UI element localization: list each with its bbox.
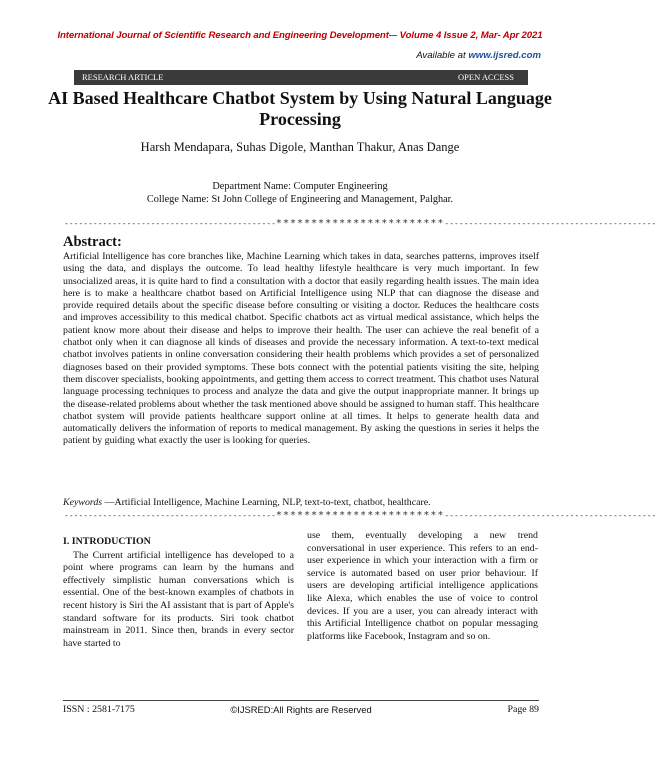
abstract-heading: Abstract: — [63, 234, 122, 250]
introduction-paragraph-left: The Current artificial intelligence has developed to a point where programs can learn by the humans and effectively simplistic human conversations which is essential. One of the best-known examples of chatbots in recent history is Siri the AI assistant that is part of Apple's standard software for its products. Siri took chatbot mainstream in 2011. Since then, brands in every sector have started to — [63, 549, 294, 649]
separator-dashes-left: -------------------------------------------- — [64, 219, 276, 228]
introduction-paragraph-right: use them, eventually developing a new trend conversational in user experience. This refers to an end-user experience in which your interaction with a firm or service is automated based on user prior behaviour. If users are developing artificial intelligence applications like Alexa, which enables the use of voice to control devices. If you are a user, you can already interact with this Artificial Intelligence chatbot on popular messaging platforms like Facebook, Instagram and so on. — [307, 530, 538, 642]
keywords-text: —Artificial Intelligence, Machine Learning, NLP, text-to-text, chatbot, healthcare. — [104, 497, 431, 508]
introduction-heading: I. INTRODUCTION — [63, 536, 151, 547]
research-article-label: RESEARCH ARTICLE — [82, 72, 164, 82]
copyright-notice: ©IJSRED:All Rights are Reserved — [230, 704, 372, 715]
affiliation — [0, 180, 600, 206]
college-name: College Name: St John College of Engineering and Management, Palghar. — [146, 194, 454, 205]
separator-dashes-left: -------------------------------------------- — [64, 511, 276, 520]
department-name: Department Name: Computer Engineering — [212, 181, 388, 192]
author-list: Harsh Mendapara, Suhas Digole, Manthan Thakur, Anas Dange — [140, 140, 460, 154]
page-footer — [63, 704, 539, 718]
article-type-banner — [74, 70, 528, 85]
availability-line — [416, 50, 541, 61]
separator-bottom — [64, 510, 656, 522]
journal-header: International Journal of Scientific Research and Engineering Development-– Volume 4 Issue 2, Mar- Apr 2021 — [57, 30, 543, 41]
keywords-line — [63, 497, 539, 509]
journal-url-link[interactable]: www.ijsred.com — [468, 50, 541, 61]
separator-stars: ************************ — [275, 510, 445, 521]
separator-dashes-right: -------------------------------------------- — [444, 511, 656, 520]
left-column — [63, 536, 294, 650]
footer-divider — [63, 700, 539, 701]
open-access-label: OPEN ACCESS — [458, 72, 514, 82]
available-label: Available at — [416, 50, 466, 61]
keywords-label: Keywords — [63, 497, 103, 508]
right-column — [307, 530, 538, 643]
separator-top — [64, 218, 656, 230]
abstract-text: Artificial Intelligence has core branches like, Machine Learning which takes in data, searches patterns, improves itself using the data, and displays the outcome. To lead healthy lifestyle healthcare is very much important. In few unsocialized areas, it is quite hard to find a consultation with a doctor that easily regarding health issues. The main idea here is to make a healthcare chatbot based on Artificial Intelligence using NLP that can diagnose the disease and provide required details about the specific disease before consulting or visiting a doctor. Reduces the healthcare costs and improves accessibility to this medical chatbot. Specific chatbots act as virtual medical assistance, which helps the patient know more about their disease and helps to improve their health. The user can achieve the real benefit of a chatbot only when it can diagnose all kinds of diseases and provide the necessary information. A text-to-text medical chatbot involves patients in online conversation considering their health problems which provides a set of personalized diagnoses based on their provided symptoms. These bots connect with the potential patients visiting the site, helping them discover specialists, booking appointments, and getting them access to correct treatment. This chatbot uses Natural language processing techniques to process and analyze the data and give the output inappropriate manner. It brings up the disease-related problems about whether the task mentioned above should be assigned to human staff. This healthcare chatbot system will provide patients healthcare support online at all times. It helps to generate health data and automatically delivers the information of reports to medical management. By asking the questions in series it helps the patient by guiding what exactly the user is looking for queries. — [63, 251, 539, 447]
page-number: Page 89 — [507, 704, 539, 715]
issn-label: ISSN : 2581-7175 — [63, 704, 135, 715]
paper-title: AI Based Healthcare Chatbot System by Using Natural Language Processing — [48, 88, 552, 129]
separator-stars: ************************ — [275, 218, 445, 229]
separator-dashes-right: -------------------------------------------- — [444, 219, 656, 228]
